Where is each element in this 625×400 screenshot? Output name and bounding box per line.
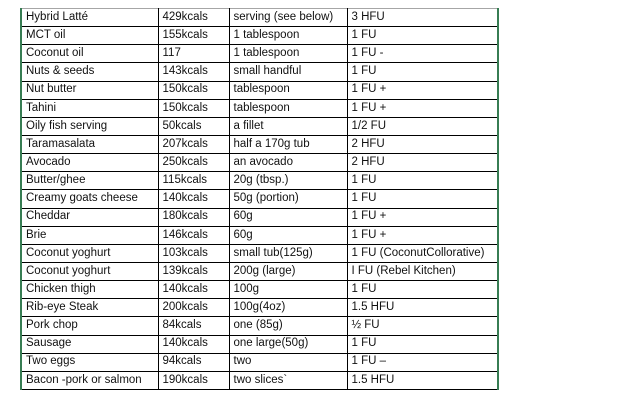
cell-item: Hybrid Latté xyxy=(21,9,158,27)
cell-item: Coconut oil xyxy=(21,45,158,63)
cell-kcals: 84kcals xyxy=(158,317,229,335)
cell-units: 1.5 HFU xyxy=(347,371,498,389)
cell-item: Tahini xyxy=(21,99,158,117)
table-row xyxy=(21,135,498,153)
cell-units: 2 HFU xyxy=(347,154,498,172)
table-row xyxy=(21,63,498,81)
cell-serving: 100g xyxy=(229,281,347,299)
cell-item: Bacon -pork or salmon xyxy=(21,371,158,389)
cell-units: 1 FU – xyxy=(347,353,498,371)
cell-item: Brie xyxy=(21,226,158,244)
table-body xyxy=(21,9,498,390)
cell-serving: 50g (portion) xyxy=(229,190,347,208)
cell-item: Rib-eye Steak xyxy=(21,299,158,317)
cell-kcals: 117 xyxy=(158,45,229,63)
cell-units: 3 HFU xyxy=(347,9,498,27)
cell-serving: 100g(4oz) xyxy=(229,299,347,317)
cell-serving: two xyxy=(229,353,347,371)
cell-serving: small tub(125g) xyxy=(229,244,347,262)
cell-kcals: 150kcals xyxy=(158,81,229,99)
cell-kcals: 429kcals xyxy=(158,9,229,27)
cell-serving: one (85g) xyxy=(229,317,347,335)
cell-kcals: 180kcals xyxy=(158,208,229,226)
cell-kcals: 94kcals xyxy=(158,353,229,371)
cell-item: Oily fish serving xyxy=(21,117,158,135)
table-row xyxy=(21,226,498,244)
table-row xyxy=(21,117,498,135)
cell-kcals: 146kcals xyxy=(158,226,229,244)
cell-item: Nut butter xyxy=(21,81,158,99)
cell-kcals: 50kcals xyxy=(158,117,229,135)
table-row xyxy=(21,81,498,99)
cell-serving: two slices` xyxy=(229,371,347,389)
cell-units: 1 FU + xyxy=(347,208,498,226)
cell-units: 1 FU + xyxy=(347,99,498,117)
table-row xyxy=(21,335,498,353)
cell-item: Nuts & seeds xyxy=(21,63,158,81)
cell-serving: small handful xyxy=(229,63,347,81)
table-row xyxy=(21,190,498,208)
table-row xyxy=(21,172,498,190)
table-row xyxy=(21,27,498,45)
table-row xyxy=(21,317,498,335)
cell-item: Cheddar xyxy=(21,208,158,226)
cell-kcals: 150kcals xyxy=(158,99,229,117)
cell-units: 1 FU - xyxy=(347,45,498,63)
cell-units: 1 FU + xyxy=(347,226,498,244)
cell-kcals: 115kcals xyxy=(158,172,229,190)
cell-units: 1 FU xyxy=(347,281,498,299)
table-row xyxy=(21,371,498,389)
cell-kcals: 103kcals xyxy=(158,244,229,262)
cell-units: 1/2 FU xyxy=(347,117,498,135)
cell-units: 1 FU xyxy=(347,172,498,190)
cell-serving: one large(50g) xyxy=(229,335,347,353)
cell-item: Chicken thigh xyxy=(21,281,158,299)
cell-serving: half a 170g tub xyxy=(229,135,347,153)
cell-item: Taramasalata xyxy=(21,135,158,153)
cell-serving: 200g (large) xyxy=(229,262,347,280)
table-row xyxy=(21,9,498,27)
cell-kcals: 250kcals xyxy=(158,154,229,172)
cell-units: 1 FU (CoconutCollorative) xyxy=(347,244,498,262)
cell-units: 2 HFU xyxy=(347,135,498,153)
cell-item: Coconut yoghurt xyxy=(21,262,158,280)
table-row xyxy=(21,281,498,299)
cell-serving: a fillet xyxy=(229,117,347,135)
cell-item: MCT oil xyxy=(21,27,158,45)
table-row xyxy=(21,154,498,172)
cell-serving: an avocado xyxy=(229,154,347,172)
cell-units: ½ FU xyxy=(347,317,498,335)
cell-units: 1 FU xyxy=(347,335,498,353)
cell-serving: 60g xyxy=(229,226,347,244)
cell-kcals: 143kcals xyxy=(158,63,229,81)
cell-serving: tablespoon xyxy=(229,99,347,117)
cell-serving: 20g (tbsp.) xyxy=(229,172,347,190)
cell-item: Pork chop xyxy=(21,317,158,335)
cell-kcals: 200kcals xyxy=(158,299,229,317)
table-row xyxy=(21,208,498,226)
cell-serving: 60g xyxy=(229,208,347,226)
cell-units: 1 FU xyxy=(347,63,498,81)
table-row xyxy=(21,45,498,63)
cell-kcals: 140kcals xyxy=(158,281,229,299)
cell-units: I FU (Rebel Kitchen) xyxy=(347,262,498,280)
cell-item: Two eggs xyxy=(21,353,158,371)
cell-kcals: 155kcals xyxy=(158,27,229,45)
cell-serving: tablespoon xyxy=(229,81,347,99)
cell-units: 1 FU + xyxy=(347,81,498,99)
table-row xyxy=(21,262,498,280)
table-row xyxy=(21,99,498,117)
cell-kcals: 140kcals xyxy=(158,190,229,208)
cell-item: Creamy goats cheese xyxy=(21,190,158,208)
cell-kcals: 190kcals xyxy=(158,371,229,389)
cell-item: Avocado xyxy=(21,154,158,172)
table-row xyxy=(21,299,498,317)
cell-serving: serving (see below) xyxy=(229,9,347,27)
cell-serving: 1 tablespoon xyxy=(229,45,347,63)
cell-item: Sausage xyxy=(21,335,158,353)
table-row xyxy=(21,353,498,371)
cell-serving: 1 tablespoon xyxy=(229,27,347,45)
cell-units: 1.5 HFU xyxy=(347,299,498,317)
table-row xyxy=(21,244,498,262)
cell-item: Butter/ghee xyxy=(21,172,158,190)
cell-kcals: 140kcals xyxy=(158,335,229,353)
cell-item: Coconut yoghurt xyxy=(21,244,158,262)
cell-kcals: 139kcals xyxy=(158,262,229,280)
cell-units: 1 FU xyxy=(347,27,498,45)
cell-units: 1 FU xyxy=(347,190,498,208)
food-units-table xyxy=(20,8,499,390)
cell-kcals: 207kcals xyxy=(158,135,229,153)
